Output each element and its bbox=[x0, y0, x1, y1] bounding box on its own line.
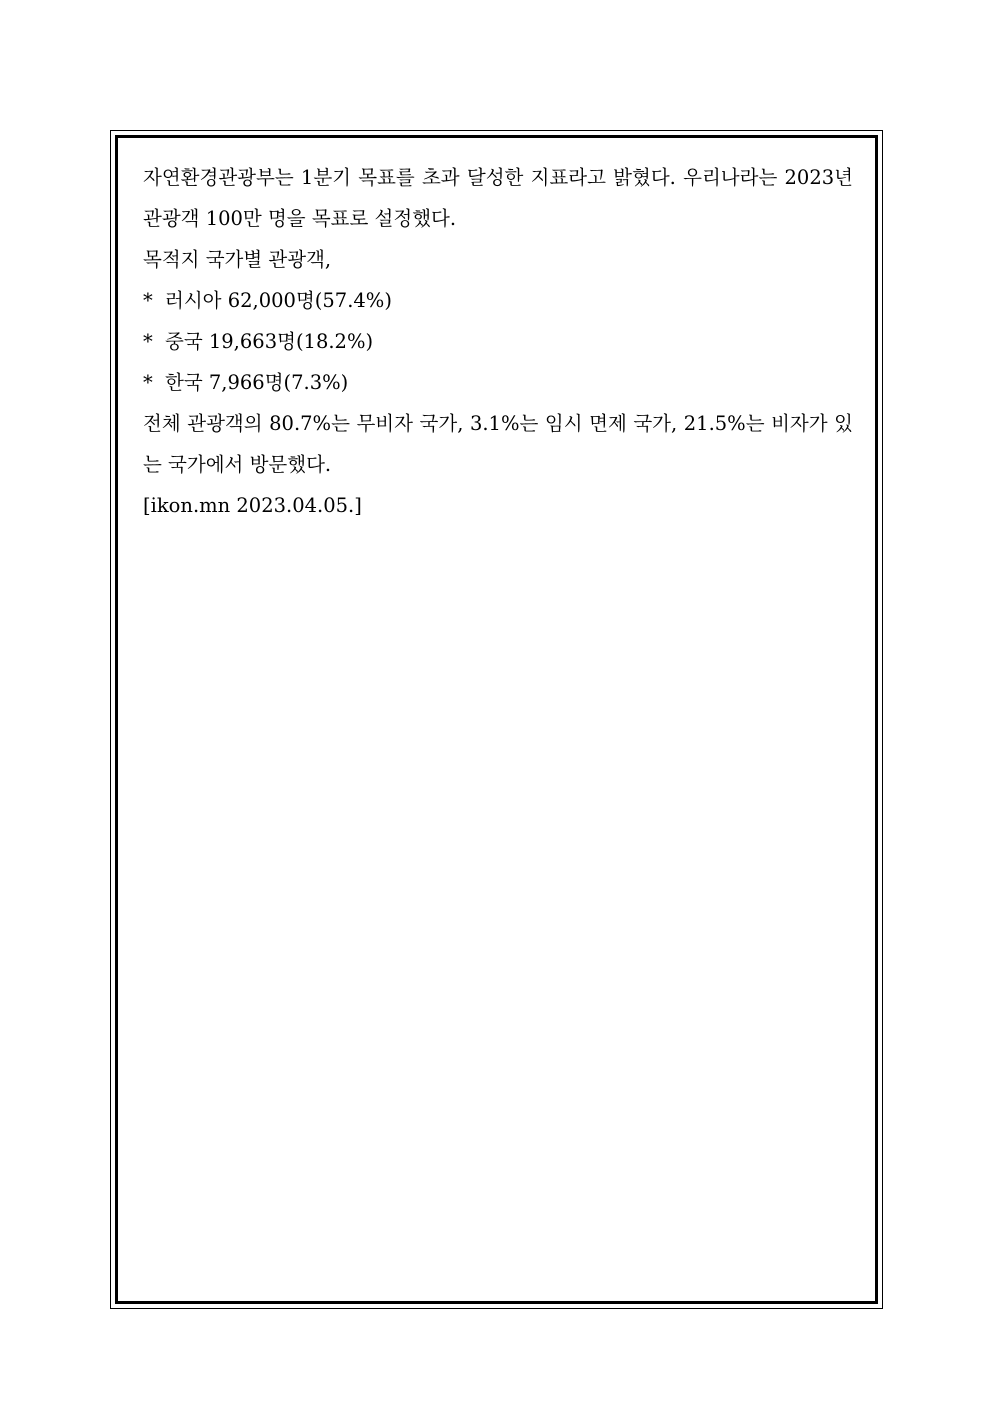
list-item-china bbox=[143, 321, 853, 362]
list-item-russia bbox=[143, 280, 853, 321]
summary-paragraph: 전체 관광객의 80.7%는 무비자 국가, 3.1%는 임시 면제 국가, 21.5%는 비자가 있는 국가에서 방문했다. bbox=[143, 412, 853, 476]
list-item-text: 한국 7,966명(7.3%) bbox=[165, 371, 349, 394]
list-item-text: 러시아 62,000명(57.4%) bbox=[165, 289, 392, 312]
bullet-icon: * bbox=[143, 330, 153, 353]
list-heading: 목적지 국가별 관광객, bbox=[143, 248, 332, 271]
document-body bbox=[143, 157, 853, 526]
list-item-korea bbox=[143, 362, 853, 403]
source-citation: [ikon.mn 2023.04.05.] bbox=[143, 494, 362, 517]
bullet-icon: * bbox=[143, 289, 153, 312]
bullet-icon: * bbox=[143, 371, 153, 394]
list-item-text: 중국 19,663명(18.2%) bbox=[165, 330, 374, 353]
intro-paragraph: 자연환경관광부는 1분기 목표를 초과 달성한 지표라고 밝혔다. 우리나라는 2023년 관광객 100만 명을 목표로 설정했다. bbox=[143, 166, 853, 230]
